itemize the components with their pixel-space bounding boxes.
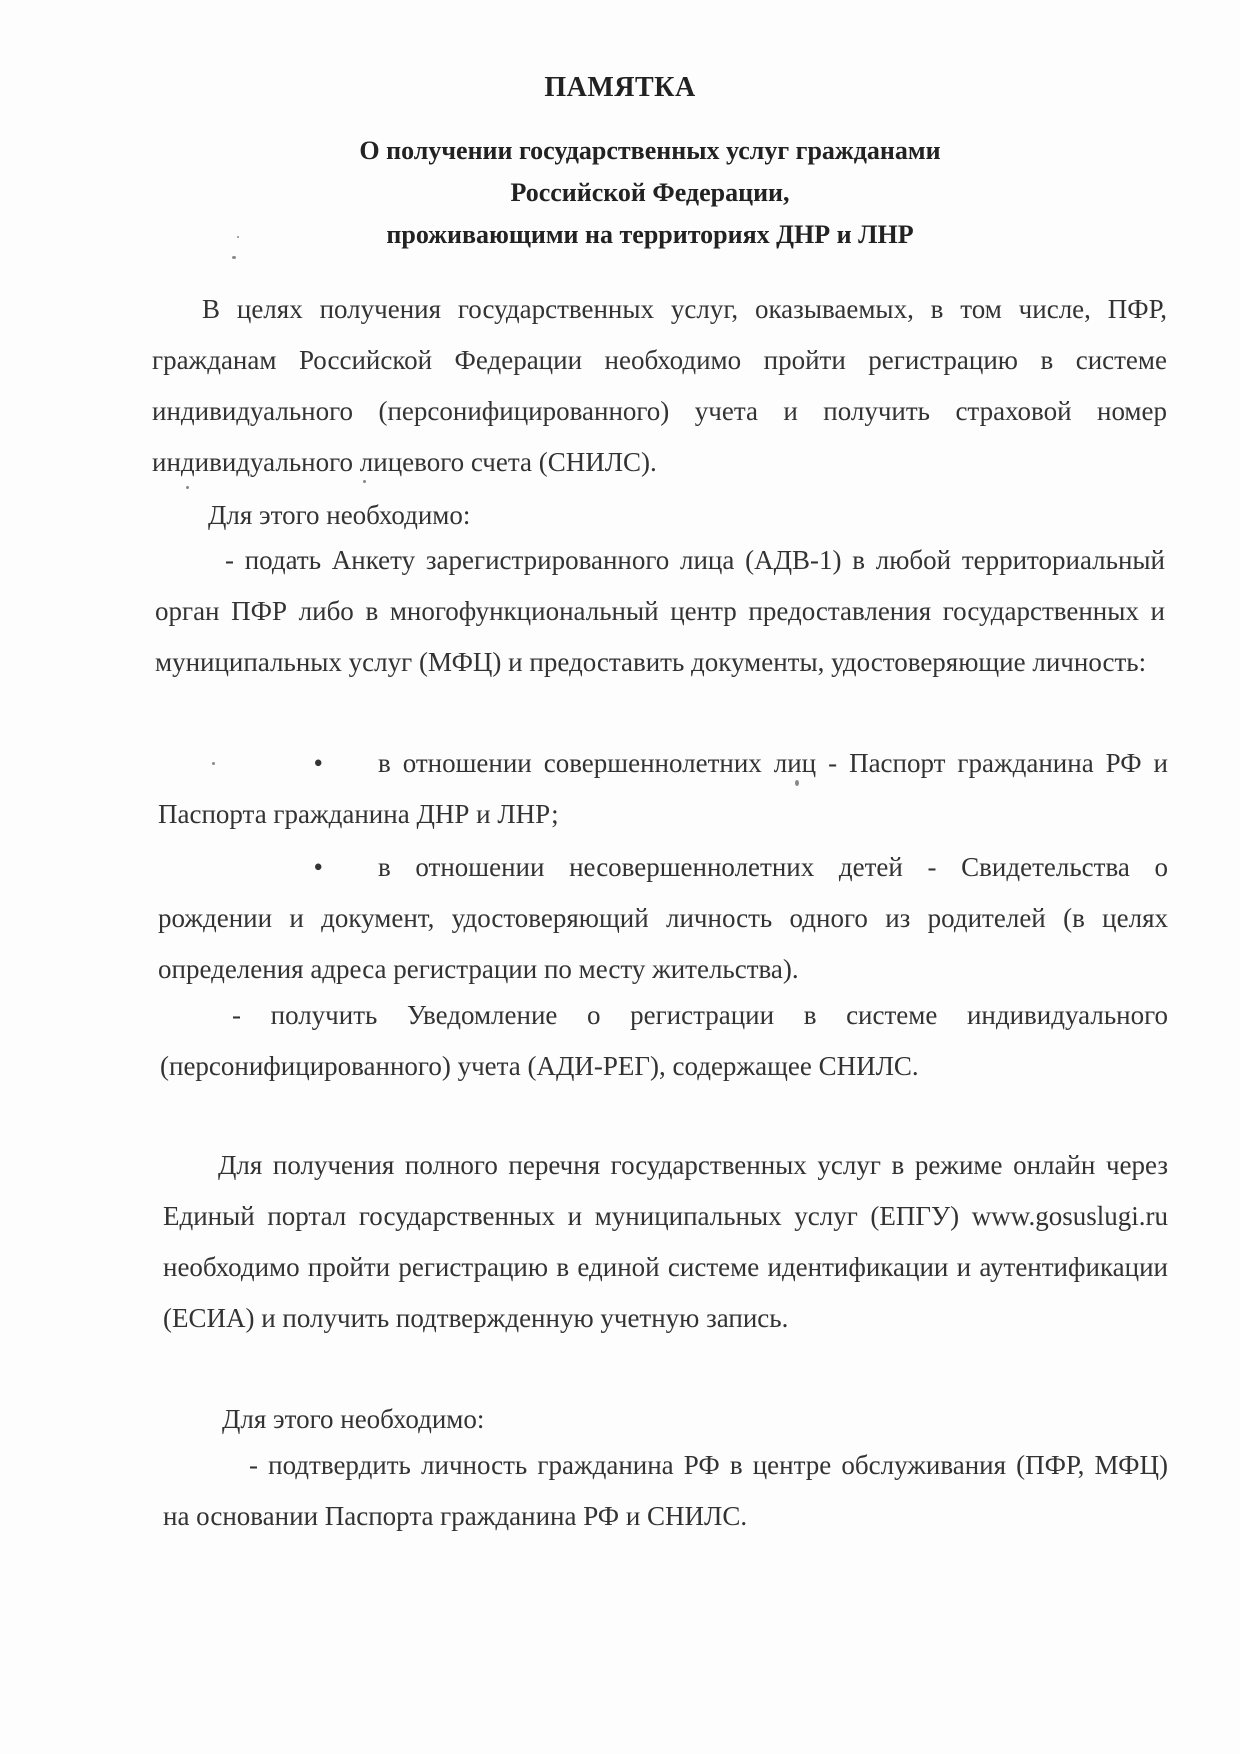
paragraph-snils-intro — [152, 284, 1167, 488]
bullet-minors-text: в отношении несовершеннолетних детей - Свидетельства о рождении и документ, удостоверяющий личность одного из родителей (в целях определения адреса регистрации по месту жительства). — [158, 852, 1168, 984]
bullet-adults — [158, 738, 1168, 840]
bullet-symbol: • — [313, 748, 323, 778]
subtitle-line-3: проживающими на территориях ДНР и ЛНР — [386, 220, 914, 249]
paragraph-receive-notice — [160, 990, 1168, 1092]
paragraph-submit-form-text: - подать Анкету зарегистрированного лица (АДВ-1) в любой территориальный орган ПФР либо в многофункциональный центр предоставления государственных и муниципальных услуг (МФЦ) и предоставить документы, удостоверяющие личность: — [155, 545, 1165, 677]
scan-speck — [363, 480, 366, 483]
paragraph-requirements-heading-1: Для этого необходимо: — [208, 500, 471, 530]
paragraph-snils-intro-text: В целях получения государственных услуг, оказываемых, в том числе, ПФР, гражданам Российской Федерации необходимо пройти регистрацию в системе индивидуального (персонифицированного) учета и получить страховой номер индивидуального лицевого счета (СНИЛС). — [152, 294, 1167, 477]
scan-speck — [795, 780, 799, 786]
scan-speck — [237, 236, 239, 238]
paragraph-requirements-heading-2: Для этого необходимо: — [222, 1404, 485, 1434]
paragraph-receive-notice-text: - получить Уведомление о регистрации в системе индивидуального (персонифицированного) учета (АДИ-РЕГ), содержащее СНИЛС. — [160, 1000, 1168, 1081]
subtitle-line-2: Российской Федерации, — [510, 178, 790, 207]
document-title: ПАМЯТКА — [544, 72, 696, 103]
paragraph-submit-form — [155, 535, 1165, 688]
bullet-minors — [158, 842, 1168, 995]
document-subtitle — [200, 130, 1100, 256]
paragraph-confirm-identity — [163, 1440, 1168, 1542]
scan-speck — [186, 486, 189, 489]
scan-speck — [232, 256, 236, 259]
bullet-symbol: • — [313, 852, 323, 882]
paragraph-gosuslugi — [163, 1140, 1168, 1344]
scan-speck — [212, 762, 215, 765]
bullet-adults-text: в отношении совершеннолетних лиц - Паспорт гражданина РФ и Паспорта гражданина ДНР и ЛНР; — [158, 748, 1168, 829]
subtitle-line-1: О получении государственных услуг гражданами — [359, 136, 941, 165]
paragraph-gosuslugi-text: Для получения полного перечня государственных услуг в режиме онлайн через Единый портал государственных и муниципальных услуг (ЕПГУ) www.gosuslugi.ru необходимо пройти регистрацию в единой системе идентификации и аутентификации (ЕСИА) и получить подтвержденную учетную запись. — [163, 1150, 1168, 1333]
paragraph-confirm-identity-text: - подтвердить личность гражданина РФ в центре обслуживания (ПФР, МФЦ) на основании Паспорта гражданина РФ и СНИЛС. — [163, 1450, 1168, 1531]
